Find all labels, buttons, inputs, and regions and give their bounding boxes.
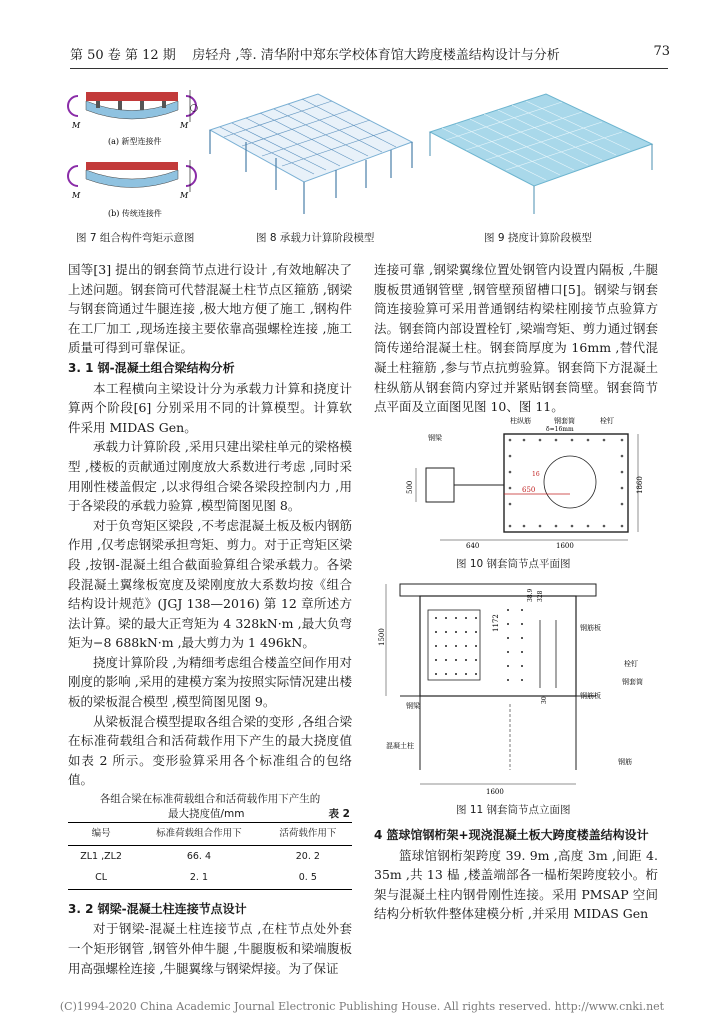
figure-9-caption: 图 9 挠度计算阶段模型 [484,232,592,244]
left-paragraph-4: 对于负弯矩区梁段 ,不考虑混凝土板及板内钢筋作用 ,仅考虑钢梁承担弯矩、剪力。对于正弯矩区梁段 ,按钢-混凝土组合截面验算组合梁承载力。各梁段混凝土翼缘板宽度及梁刚度放大系数均按《组合结构设计规范》(JGJ 138—2016) 第 12 章所述方法计算。梁的最大正弯矩为 4 328kN·m ,最大负弯矩为−8 688kN·m ,最大剪力为 1 496kN。 [68,517,352,651]
figure-8-caption: 图 8 承载力计算阶段模型 [256,232,375,244]
fig7b-subcaption: (b) 传统连接件 [108,209,162,218]
header-rule [70,68,668,69]
fig11-dim-1500: 1500 [378,628,386,646]
left-paragraph-2: 本工程横向主梁设计分为承载力计算和挠度计算两个阶段[6] 分别采用不同的计算模型。计算软件采用 MIDAS Gen。 [68,380,352,435]
table-2-title-1: 各组合梁在标准荷载组合和活荷载作用下产生的 [99,793,321,806]
fig11-label-rib-1: 钢筋板 [580,624,601,632]
fig11-label-bar: 钢筋 [618,758,632,766]
fig11-label-rc-column: 混凝土柱 [386,742,414,750]
fig10-label-stud: 栓钉 [600,417,614,425]
fig11-sleeve [420,596,576,696]
fig11-dim-1600: 1600 [486,788,504,796]
figure-7-caption: 图 7 组合构件弯矩示意图 [76,232,195,244]
fig11-top-slab [400,584,596,596]
fig11-label-stud: 栓钉 [624,660,638,668]
fig11-dim-30: 30 [541,696,548,704]
fig10-label-thickness: δ=16mm [546,426,574,433]
page-header [70,44,670,64]
fig7a-subcaption: (a) 新型连接件 [108,137,162,146]
copyright-footer: (C)1994-2020 China Academic Journal Electronic Publishing House. All rights reserved. http://www.cnki.net [59,1000,665,1013]
left-paragraph-6: 从梁板混合模型提取各组合梁的变形 ,各组合梁在标准荷载组合和活荷载作用下产生的最大挠度值如表 2 所示。变形验算采用各个标准组合的包络值。 [68,713,352,788]
table-2-header-cell: 活荷载作用下 [264,823,352,846]
table-cell: CL [68,867,134,889]
section-4-heading: 4 篮球馆钢桁架+现浇混凝土板大跨度楼盖结构设计 [374,828,649,842]
section-3-2-heading: 3. 2 钢梁-混凝土柱连接节点设计 [68,901,247,916]
table-cell: 20. 2 [295,850,320,862]
fig10-detail-circle [544,456,596,508]
fig10-dim-16: 16 [532,471,540,478]
left-paragraph-1: 国等[3] 提出的钢套筒节点进行设计 ,有效地解决了上述问题。钢套筒可代替混凝土柱节点区箍筋 ,钢梁与钢套筒通过牛腿连接 ,极大地方便了施工 ,钢构件在工厂加工 ,现场连接主要依靠高强螺栓连接 ,施工质量可得到可靠保证。 [68,262,352,356]
table-row [68,867,352,889]
page-number: 73 [653,44,670,59]
fig11-dim-38-9: 38.9 [527,588,534,602]
section-3-1-heading: 3. 1 钢-混凝土组合梁结构分析 [68,360,235,375]
header-journal: 第 50 卷 第 12 期 房轻舟 ,等. 清华附中郑东学校体育馆大跨度楼盖结构设计与分析 [70,48,560,63]
table-cell: 0. 5 [264,867,352,889]
fig11-label-sleeve: 钢套筒 [622,678,643,686]
fig11-dim-328: 328 [537,590,544,602]
fig7b-moment-left: M [72,191,81,200]
fig11-label-rib-2: 钢筋板 [580,692,601,700]
fig11-stud-zone [428,610,480,680]
fig10-label-steel-beam: 钢梁 [428,434,442,442]
fig10-dim-640: 640 [466,542,480,550]
fig11-dim-1172: 1172 [492,614,500,632]
fig10-dim-500: 500 [406,480,414,494]
left-column [68,260,352,978]
fig7a-beam [68,90,198,122]
figure-9-model [426,90,656,220]
fig10-label-col-rebar: 柱纵筋 [510,417,531,425]
table-2-label: 表 2 [328,808,350,821]
figure-11-elevation [380,580,662,800]
fig10-dim-1600: 1600 [556,542,574,550]
right-paragraph-2: 篮球馆钢桁架跨度 39. 9m ,高度 3m ,间距 4. 35m ,共 13 榀 ,楼盖端部各一榀桁架跨度较小。桁架与混凝土柱内钢骨刚性连接。采用 PMSAP 空间结构分析软件整体建模分析 ,并采用 MIDAS Gen [374,847,658,922]
table-2-header-row [68,823,352,846]
fig7b-beam [68,160,196,192]
right-column-bottom [374,826,658,924]
fig10-dim-1860: 1860 [636,476,644,494]
fig10-dim-650: 650 [522,486,536,494]
left-paragraph-3: 承载力计算阶段 ,采用只建出梁柱单元的梁格模型 ,楼板的贡献通过刚度放大系数进行考虑 ,同时采用刚性楼盖假定 ,以求得组合梁各梁段控制内力 ,用于各梁段的承载力验算 ,模型简图见图 8。 [68,439,352,514]
figure-10-caption: 图 10 钢套筒节点平面图 [456,558,571,570]
fig10-rebar-dots [509,439,624,528]
table-2 [68,792,352,890]
right-paragraph-1: 连接可靠 ,钢梁翼缘位置处钢管内设置内隔板 ,牛腿腹板贯通钢管壁 ,钢管壁预留槽口[5]。钢梁与钢套筒连接验算可采用普通钢结构梁柱刚接节点验算方法。钢套筒内部设置栓钉 ,梁端弯矩、剪力通过钢套筒传递给混凝土柱。钢套筒厚度为 16mm ,替代混凝土柱箍筋 ,参与节点抗剪验算。钢套筒下方混凝土柱纵筋从钢套筒内穿过并紧贴钢套筒壁。钢套筒节点平面及立面图见图 10、图 11。 [374,262,658,415]
fig7a-moment-left: M [72,121,81,130]
figure-11-caption: 图 11 钢套筒节点立面图 [456,804,571,816]
fig10-beam-section [426,468,454,502]
figure-7-diagram [68,82,198,222]
fig10-sleeve-outline [504,434,628,532]
fig7b-moment-right: M [180,191,189,200]
fig11-stud-marks [435,609,523,681]
table-2-title-row [68,807,352,822]
table-2-grid [68,822,352,890]
figure-10-plan [394,414,654,550]
fig7a-moment-right: M [180,121,189,130]
left-paragraph-7: 对于钢梁-混凝土柱连接节点 ,在柱节点处外套一个矩形钢管 ,钢管外伸牛腿 ,牛腿腹板和梁端腹板用高强螺栓连接 ,牛腿翼缘与钢梁焊接。为了保证 [68,921,352,976]
right-column-top [374,260,658,417]
table-2-title-2: 最大挠度值/mm [168,808,245,821]
table-row [68,845,352,867]
fig10-label-sleeve: 钢套筒 [554,417,575,425]
table-2-header-cell: 标准荷载组合作用下 [134,823,264,846]
left-paragraph-5: 挠度计算阶段 ,为精细考虑组合楼盖空间作用对刚度的影响 ,采用的建模方案为按照实际情况建出楼板的梁板混合模型 ,模型简图见图 9。 [68,654,352,710]
table-cell: 66. 4 [186,850,212,862]
figure-8-model [206,90,416,220]
table-cell: ZL1 ,ZL2 [80,850,122,862]
fig11-label-steel-beam: 钢梁 [406,702,420,710]
table-2-header-cell: 编号 [68,823,134,846]
table-cell: 2. 1 [134,867,264,889]
